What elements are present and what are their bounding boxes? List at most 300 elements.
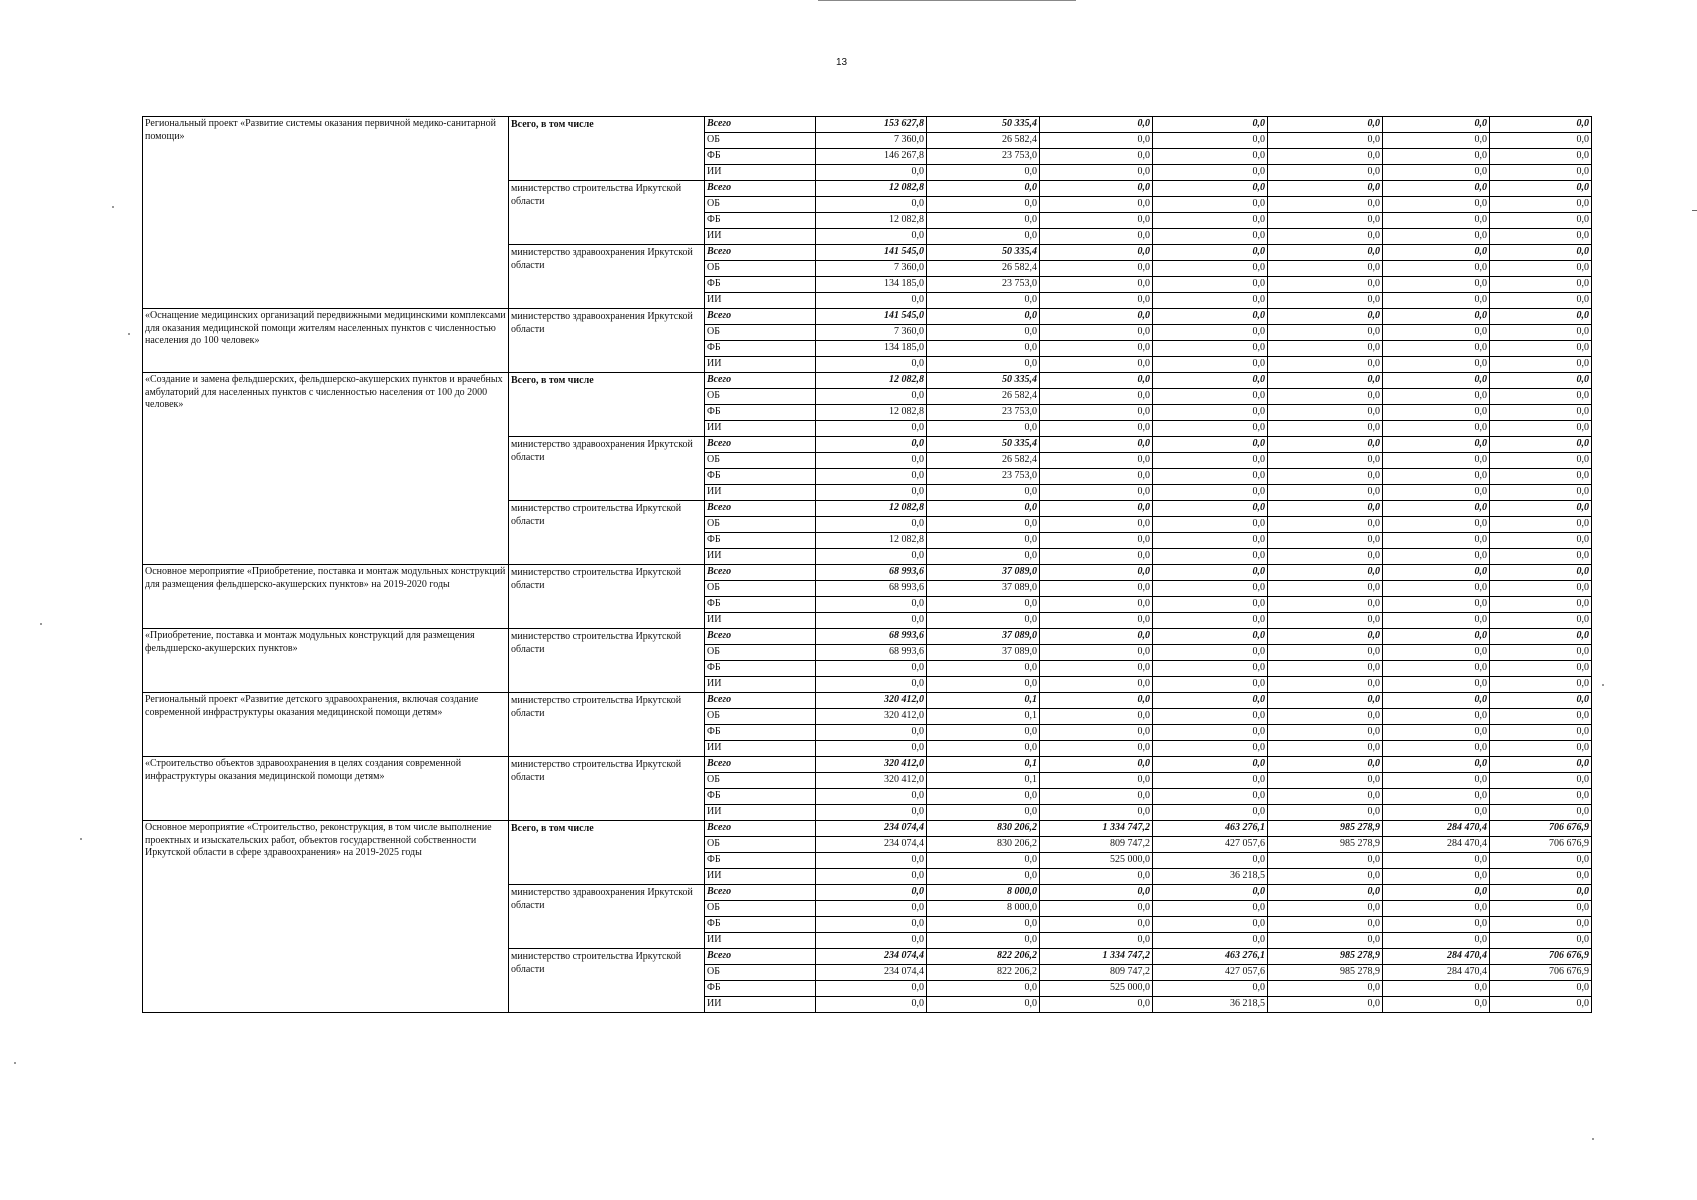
funding-type-cell: Всего <box>705 181 816 197</box>
executor-cell: Всего, в том числе <box>509 117 705 181</box>
value-cell: 0,0 <box>1268 677 1383 693</box>
value-cell: 0,0 <box>1153 181 1268 197</box>
value-cell: 0,0 <box>1153 149 1268 165</box>
value-cell: 0,0 <box>1268 549 1383 565</box>
value-cell: 0,0 <box>1040 773 1153 789</box>
value-cell: 0,0 <box>1490 741 1592 757</box>
value-cell: 0,0 <box>816 869 927 885</box>
value-cell: 0,0 <box>1040 165 1153 181</box>
value-cell: 320 412,0 <box>816 757 927 773</box>
value-cell: 0,0 <box>1490 293 1592 309</box>
value-cell: 0,0 <box>1268 453 1383 469</box>
value-cell: 0,0 <box>1153 421 1268 437</box>
value-cell: 12 082,8 <box>816 405 927 421</box>
value-cell: 0,0 <box>1383 421 1490 437</box>
value-cell: 0,0 <box>1268 357 1383 373</box>
value-cell: 0,0 <box>1383 197 1490 213</box>
funding-type-cell: ОБ <box>705 773 816 789</box>
value-cell: 0,0 <box>816 357 927 373</box>
value-cell: 525 000,0 <box>1040 853 1153 869</box>
value-cell: 0,0 <box>1490 885 1592 901</box>
value-cell: 0,1 <box>927 709 1040 725</box>
value-cell: 36 218,5 <box>1153 869 1268 885</box>
value-cell: 0,0 <box>1040 709 1153 725</box>
value-cell: 0,0 <box>816 661 927 677</box>
funding-type-cell: ОБ <box>705 645 816 661</box>
value-cell: 0,0 <box>1268 629 1383 645</box>
value-cell: 0,0 <box>816 197 927 213</box>
value-cell: 26 582,4 <box>927 453 1040 469</box>
value-cell: 0,0 <box>927 549 1040 565</box>
value-cell: 7 360,0 <box>816 133 927 149</box>
value-cell: 234 074,4 <box>816 837 927 853</box>
value-cell: 0,0 <box>1040 261 1153 277</box>
value-cell: 0,0 <box>1153 853 1268 869</box>
value-cell: 0,0 <box>1040 357 1153 373</box>
table-row <box>143 821 1592 837</box>
value-cell: 12 082,8 <box>816 373 927 389</box>
value-cell: 985 278,9 <box>1268 837 1383 853</box>
value-cell: 0,0 <box>1040 293 1153 309</box>
value-cell: 0,0 <box>1268 741 1383 757</box>
funding-type-cell: Всего <box>705 821 816 837</box>
value-cell: 0,0 <box>816 789 927 805</box>
value-cell: 7 360,0 <box>816 325 927 341</box>
value-cell: 0,0 <box>1153 485 1268 501</box>
value-cell: 0,0 <box>1268 885 1383 901</box>
funding-type-cell: ИИ <box>705 421 816 437</box>
value-cell: 0,0 <box>927 309 1040 325</box>
value-cell: 0,0 <box>1153 581 1268 597</box>
value-cell: 68 993,6 <box>816 565 927 581</box>
value-cell: 0,0 <box>1040 501 1153 517</box>
value-cell: 0,0 <box>1040 277 1153 293</box>
table-row <box>143 373 1592 389</box>
executor-cell: министерство строительства Иркутской области <box>509 501 705 565</box>
value-cell: 0,0 <box>1268 709 1383 725</box>
value-cell: 0,0 <box>1383 437 1490 453</box>
scan-speck <box>112 206 114 208</box>
value-cell: 320 412,0 <box>816 693 927 709</box>
value-cell: 0,0 <box>1490 405 1592 421</box>
value-cell: 0,0 <box>1383 389 1490 405</box>
value-cell: 0,0 <box>1040 469 1153 485</box>
value-cell: 0,0 <box>1268 325 1383 341</box>
value-cell: 0,0 <box>1490 453 1592 469</box>
value-cell: 0,0 <box>1268 981 1383 997</box>
value-cell: 0,0 <box>1040 549 1153 565</box>
value-cell: 0,0 <box>1268 245 1383 261</box>
value-cell: 0,0 <box>1383 677 1490 693</box>
value-cell: 0,0 <box>1153 981 1268 997</box>
value-cell: 0,0 <box>1268 901 1383 917</box>
funding-type-cell: Всего <box>705 373 816 389</box>
funding-type-cell: ОБ <box>705 965 816 981</box>
value-cell: 0,1 <box>927 757 1040 773</box>
value-cell: 8 000,0 <box>927 901 1040 917</box>
value-cell: 0,0 <box>927 805 1040 821</box>
value-cell: 985 278,9 <box>1268 949 1383 965</box>
value-cell: 0,0 <box>1153 261 1268 277</box>
executor-cell: Всего, в том числе <box>509 821 705 885</box>
value-cell: 0,0 <box>1490 581 1592 597</box>
value-cell: 26 582,4 <box>927 261 1040 277</box>
value-cell: 0,0 <box>1490 277 1592 293</box>
value-cell: 0,0 <box>927 165 1040 181</box>
value-cell: 0,0 <box>1040 133 1153 149</box>
value-cell: 37 089,0 <box>927 565 1040 581</box>
value-cell: 0,0 <box>1040 693 1153 709</box>
value-cell: 0,0 <box>1268 725 1383 741</box>
value-cell: 0,0 <box>1383 741 1490 757</box>
value-cell: 0,0 <box>1490 357 1592 373</box>
section-title: «Приобретение, поставка и монтаж модульных конструкций для размещения фельдшерско-акушерских пунктов» <box>143 629 509 693</box>
value-cell: 0,0 <box>1268 789 1383 805</box>
funding-type-cell: ОБ <box>705 453 816 469</box>
value-cell: 68 993,6 <box>816 645 927 661</box>
value-cell: 1 334 747,2 <box>1040 821 1153 837</box>
value-cell: 822 206,2 <box>927 965 1040 981</box>
value-cell: 0,0 <box>1040 453 1153 469</box>
value-cell: 1 334 747,2 <box>1040 949 1153 965</box>
value-cell: 0,0 <box>927 501 1040 517</box>
value-cell: 0,0 <box>1153 501 1268 517</box>
value-cell: 0,0 <box>1490 165 1592 181</box>
funding-type-cell: Всего <box>705 949 816 965</box>
value-cell: 0,0 <box>1153 917 1268 933</box>
funding-type-cell: ФБ <box>705 469 816 485</box>
value-cell: 0,0 <box>1490 789 1592 805</box>
value-cell: 0,0 <box>816 469 927 485</box>
section-title: «Строительство объектов здравоохранения в целях создания современной инфраструктуры оказания медицинской помощи детям» <box>143 757 509 821</box>
value-cell: 0,0 <box>1490 389 1592 405</box>
value-cell: 706 676,9 <box>1490 837 1592 853</box>
value-cell: 0,0 <box>1153 549 1268 565</box>
value-cell: 0,0 <box>1268 613 1383 629</box>
value-cell: 0,0 <box>1153 693 1268 709</box>
value-cell: 0,0 <box>1153 245 1268 261</box>
value-cell: 0,0 <box>1153 229 1268 245</box>
value-cell: 0,0 <box>816 597 927 613</box>
value-cell: 0,0 <box>1383 853 1490 869</box>
funding-type-cell: ОБ <box>705 389 816 405</box>
value-cell: 0,0 <box>1490 853 1592 869</box>
value-cell: 0,0 <box>1383 229 1490 245</box>
value-cell: 68 993,6 <box>816 581 927 597</box>
funding-type-cell: ИИ <box>705 741 816 757</box>
value-cell: 0,0 <box>1153 453 1268 469</box>
value-cell: 0,0 <box>1383 901 1490 917</box>
executor-cell: министерство строительства Иркутской области <box>509 565 705 629</box>
value-cell: 0,0 <box>927 853 1040 869</box>
value-cell: 134 185,0 <box>816 341 927 357</box>
scan-top-line <box>818 0 1076 1</box>
value-cell: 0,0 <box>816 997 927 1013</box>
value-cell: 0,0 <box>1383 885 1490 901</box>
value-cell: 0,0 <box>927 357 1040 373</box>
value-cell: 234 074,4 <box>816 949 927 965</box>
scan-edge-mark <box>1692 210 1697 211</box>
funding-type-cell: Всего <box>705 117 816 133</box>
table-row <box>143 309 1592 325</box>
value-cell: 0,0 <box>816 437 927 453</box>
value-cell: 0,0 <box>1153 661 1268 677</box>
value-cell: 0,0 <box>1153 677 1268 693</box>
value-cell: 0,0 <box>1040 789 1153 805</box>
value-cell: 0,0 <box>1383 533 1490 549</box>
value-cell: 0,0 <box>1490 197 1592 213</box>
value-cell: 0,0 <box>1040 373 1153 389</box>
value-cell: 0,0 <box>927 517 1040 533</box>
value-cell: 0,0 <box>1268 933 1383 949</box>
value-cell: 0,0 <box>1040 677 1153 693</box>
executor-cell: министерство здравоохранения Иркутской области <box>509 309 705 373</box>
value-cell: 0,0 <box>1040 613 1153 629</box>
value-cell: 234 074,4 <box>816 821 927 837</box>
value-cell: 0,0 <box>1490 597 1592 613</box>
value-cell: 0,0 <box>1268 373 1383 389</box>
value-cell: 0,0 <box>1268 485 1383 501</box>
value-cell: 0,0 <box>1383 613 1490 629</box>
funding-type-cell: ФБ <box>705 277 816 293</box>
table-row <box>143 629 1592 645</box>
value-cell: 0,0 <box>1268 277 1383 293</box>
value-cell: 0,0 <box>1383 293 1490 309</box>
value-cell: 0,0 <box>1040 149 1153 165</box>
funding-type-cell: Всего <box>705 437 816 453</box>
value-cell: 0,0 <box>1490 661 1592 677</box>
value-cell: 0,0 <box>927 421 1040 437</box>
value-cell: 0,0 <box>927 917 1040 933</box>
value-cell: 0,0 <box>1040 181 1153 197</box>
funding-type-cell: ИИ <box>705 165 816 181</box>
value-cell: 0,0 <box>1490 773 1592 789</box>
value-cell: 0,0 <box>927 325 1040 341</box>
table-row <box>143 565 1592 581</box>
value-cell: 0,0 <box>1383 693 1490 709</box>
value-cell: 141 545,0 <box>816 245 927 261</box>
value-cell: 26 582,4 <box>927 389 1040 405</box>
value-cell: 830 206,2 <box>927 837 1040 853</box>
value-cell: 463 276,1 <box>1153 821 1268 837</box>
value-cell: 0,0 <box>1040 117 1153 133</box>
value-cell: 0,0 <box>1268 997 1383 1013</box>
value-cell: 0,0 <box>1040 421 1153 437</box>
section-title: Основное мероприятие «Приобретение, поставка и монтаж модульных конструкций для размещения фельдшерско-акушерских пунктов» на 2019-2020 годы <box>143 565 509 629</box>
value-cell: 0,0 <box>1268 341 1383 357</box>
section-title: Региональный проект «Развитие системы оказания первичной медико-санитарной помощи» <box>143 117 509 309</box>
value-cell: 985 278,9 <box>1268 965 1383 981</box>
value-cell: 134 185,0 <box>816 277 927 293</box>
value-cell: 0,0 <box>1040 565 1153 581</box>
value-cell: 0,0 <box>927 485 1040 501</box>
value-cell: 0,1 <box>927 773 1040 789</box>
value-cell: 0,0 <box>1153 133 1268 149</box>
value-cell: 0,0 <box>1490 709 1592 725</box>
value-cell: 0,0 <box>1153 309 1268 325</box>
value-cell: 0,0 <box>1268 661 1383 677</box>
value-cell: 0,0 <box>816 485 927 501</box>
section-title: Региональный проект «Развитие детского здравоохранения, включая создание современной инфраструктуры оказания медицинской помощи детям» <box>143 693 509 757</box>
value-cell: 0,0 <box>927 661 1040 677</box>
value-cell: 284 470,4 <box>1383 949 1490 965</box>
value-cell: 0,0 <box>1268 853 1383 869</box>
value-cell: 284 470,4 <box>1383 837 1490 853</box>
value-cell: 985 278,9 <box>1268 821 1383 837</box>
value-cell: 0,0 <box>1268 805 1383 821</box>
value-cell: 0,0 <box>1490 117 1592 133</box>
value-cell: 0,0 <box>1490 469 1592 485</box>
value-cell: 0,0 <box>1268 437 1383 453</box>
funding-type-cell: ИИ <box>705 997 816 1013</box>
value-cell: 0,0 <box>1383 469 1490 485</box>
value-cell: 0,0 <box>1040 485 1153 501</box>
budget-table <box>142 116 1592 1013</box>
value-cell: 0,0 <box>1040 597 1153 613</box>
value-cell: 0,0 <box>1040 325 1153 341</box>
value-cell: 0,0 <box>1153 325 1268 341</box>
value-cell: 0,0 <box>1490 245 1592 261</box>
value-cell: 0,0 <box>1040 405 1153 421</box>
funding-type-cell: ФБ <box>705 597 816 613</box>
value-cell: 37 089,0 <box>927 581 1040 597</box>
value-cell: 0,0 <box>1153 933 1268 949</box>
value-cell: 0,0 <box>1490 149 1592 165</box>
funding-type-cell: ФБ <box>705 789 816 805</box>
value-cell: 0,0 <box>1490 981 1592 997</box>
value-cell: 0,0 <box>1490 373 1592 389</box>
value-cell: 0,0 <box>816 885 927 901</box>
funding-type-cell: ИИ <box>705 549 816 565</box>
value-cell: 234 074,4 <box>816 965 927 981</box>
value-cell: 0,0 <box>1490 613 1592 629</box>
value-cell: 37 089,0 <box>927 645 1040 661</box>
value-cell: 0,0 <box>927 533 1040 549</box>
value-cell: 0,0 <box>927 597 1040 613</box>
value-cell: 0,0 <box>1268 565 1383 581</box>
value-cell: 0,0 <box>1153 885 1268 901</box>
value-cell: 0,0 <box>927 677 1040 693</box>
value-cell: 0,0 <box>1268 149 1383 165</box>
funding-type-cell: ИИ <box>705 677 816 693</box>
value-cell: 0,0 <box>1268 501 1383 517</box>
value-cell: 153 627,8 <box>816 117 927 133</box>
value-cell: 0,0 <box>1040 741 1153 757</box>
scan-speck <box>80 838 82 840</box>
value-cell: 12 082,8 <box>816 181 927 197</box>
table-row <box>143 693 1592 709</box>
value-cell: 0,0 <box>1490 565 1592 581</box>
scan-speck <box>1592 1138 1594 1140</box>
value-cell: 0,0 <box>1383 757 1490 773</box>
value-cell: 0,0 <box>1040 245 1153 261</box>
value-cell: 0,0 <box>1490 757 1592 773</box>
value-cell: 822 206,2 <box>927 949 1040 965</box>
funding-type-cell: ИИ <box>705 229 816 245</box>
funding-type-cell: ОБ <box>705 517 816 533</box>
executor-cell: министерство здравоохранения Иркутской области <box>509 885 705 949</box>
value-cell: 0,0 <box>1383 485 1490 501</box>
value-cell: 0,0 <box>1268 517 1383 533</box>
value-cell: 0,0 <box>1153 197 1268 213</box>
funding-type-cell: ИИ <box>705 933 816 949</box>
value-cell: 525 000,0 <box>1040 981 1153 997</box>
value-cell: 0,0 <box>1040 389 1153 405</box>
funding-type-cell: ОБ <box>705 261 816 277</box>
value-cell: 23 753,0 <box>927 277 1040 293</box>
value-cell: 0,0 <box>1383 325 1490 341</box>
section-title: Основное мероприятие «Строительство, реконструкция, в том числе выполнение проектных и изыскательских работ, объектов государственной собственности Иркутской области в сфере здравоохранения» на 2019-2025 годы <box>143 821 509 1013</box>
value-cell: 0,0 <box>1040 229 1153 245</box>
value-cell: 0,0 <box>1383 357 1490 373</box>
value-cell: 0,0 <box>1040 341 1153 357</box>
value-cell: 0,0 <box>1268 581 1383 597</box>
value-cell: 0,0 <box>816 389 927 405</box>
funding-type-cell: ИИ <box>705 613 816 629</box>
funding-type-cell: ФБ <box>705 149 816 165</box>
value-cell: 0,0 <box>1383 405 1490 421</box>
page-number: 13 <box>836 57 848 68</box>
value-cell: 0,0 <box>1040 997 1153 1013</box>
value-cell: 0,0 <box>816 517 927 533</box>
executor-cell: министерство строительства Иркутской области <box>509 629 705 693</box>
value-cell: 0,0 <box>1268 533 1383 549</box>
value-cell: 0,0 <box>1153 805 1268 821</box>
value-cell: 0,0 <box>1383 661 1490 677</box>
value-cell: 0,0 <box>1383 581 1490 597</box>
funding-type-cell: ОБ <box>705 581 816 597</box>
value-cell: 0,0 <box>1153 709 1268 725</box>
funding-type-cell: ОБ <box>705 133 816 149</box>
value-cell: 0,0 <box>1268 773 1383 789</box>
value-cell: 0,0 <box>816 933 927 949</box>
value-cell: 0,0 <box>1040 917 1153 933</box>
funding-type-cell: Всего <box>705 245 816 261</box>
table-row <box>143 757 1592 773</box>
value-cell: 0,0 <box>927 293 1040 309</box>
executor-cell: министерство строительства Иркутской области <box>509 693 705 757</box>
value-cell: 0,0 <box>1383 373 1490 389</box>
value-cell: 0,0 <box>1490 341 1592 357</box>
value-cell: 0,0 <box>1268 181 1383 197</box>
value-cell: 0,0 <box>1383 133 1490 149</box>
value-cell: 0,0 <box>1153 357 1268 373</box>
value-cell: 809 747,2 <box>1040 837 1153 853</box>
value-cell: 0,0 <box>1490 325 1592 341</box>
value-cell: 12 082,8 <box>816 501 927 517</box>
value-cell: 0,0 <box>927 181 1040 197</box>
value-cell: 0,0 <box>1268 757 1383 773</box>
value-cell: 427 057,6 <box>1153 965 1268 981</box>
value-cell: 0,0 <box>1268 133 1383 149</box>
value-cell: 0,0 <box>1153 373 1268 389</box>
value-cell: 0,0 <box>1490 917 1592 933</box>
value-cell: 0,0 <box>816 229 927 245</box>
value-cell: 0,0 <box>1383 277 1490 293</box>
value-cell: 0,0 <box>1490 693 1592 709</box>
value-cell: 0,0 <box>1040 933 1153 949</box>
value-cell: 0,0 <box>1383 997 1490 1013</box>
value-cell: 0,0 <box>1153 901 1268 917</box>
value-cell: 0,0 <box>1490 181 1592 197</box>
value-cell: 0,0 <box>1490 261 1592 277</box>
value-cell: 0,0 <box>1153 517 1268 533</box>
value-cell: 0,0 <box>816 293 927 309</box>
funding-type-cell: Всего <box>705 693 816 709</box>
value-cell: 0,0 <box>1153 757 1268 773</box>
value-cell: 0,0 <box>816 421 927 437</box>
value-cell: 7 360,0 <box>816 261 927 277</box>
